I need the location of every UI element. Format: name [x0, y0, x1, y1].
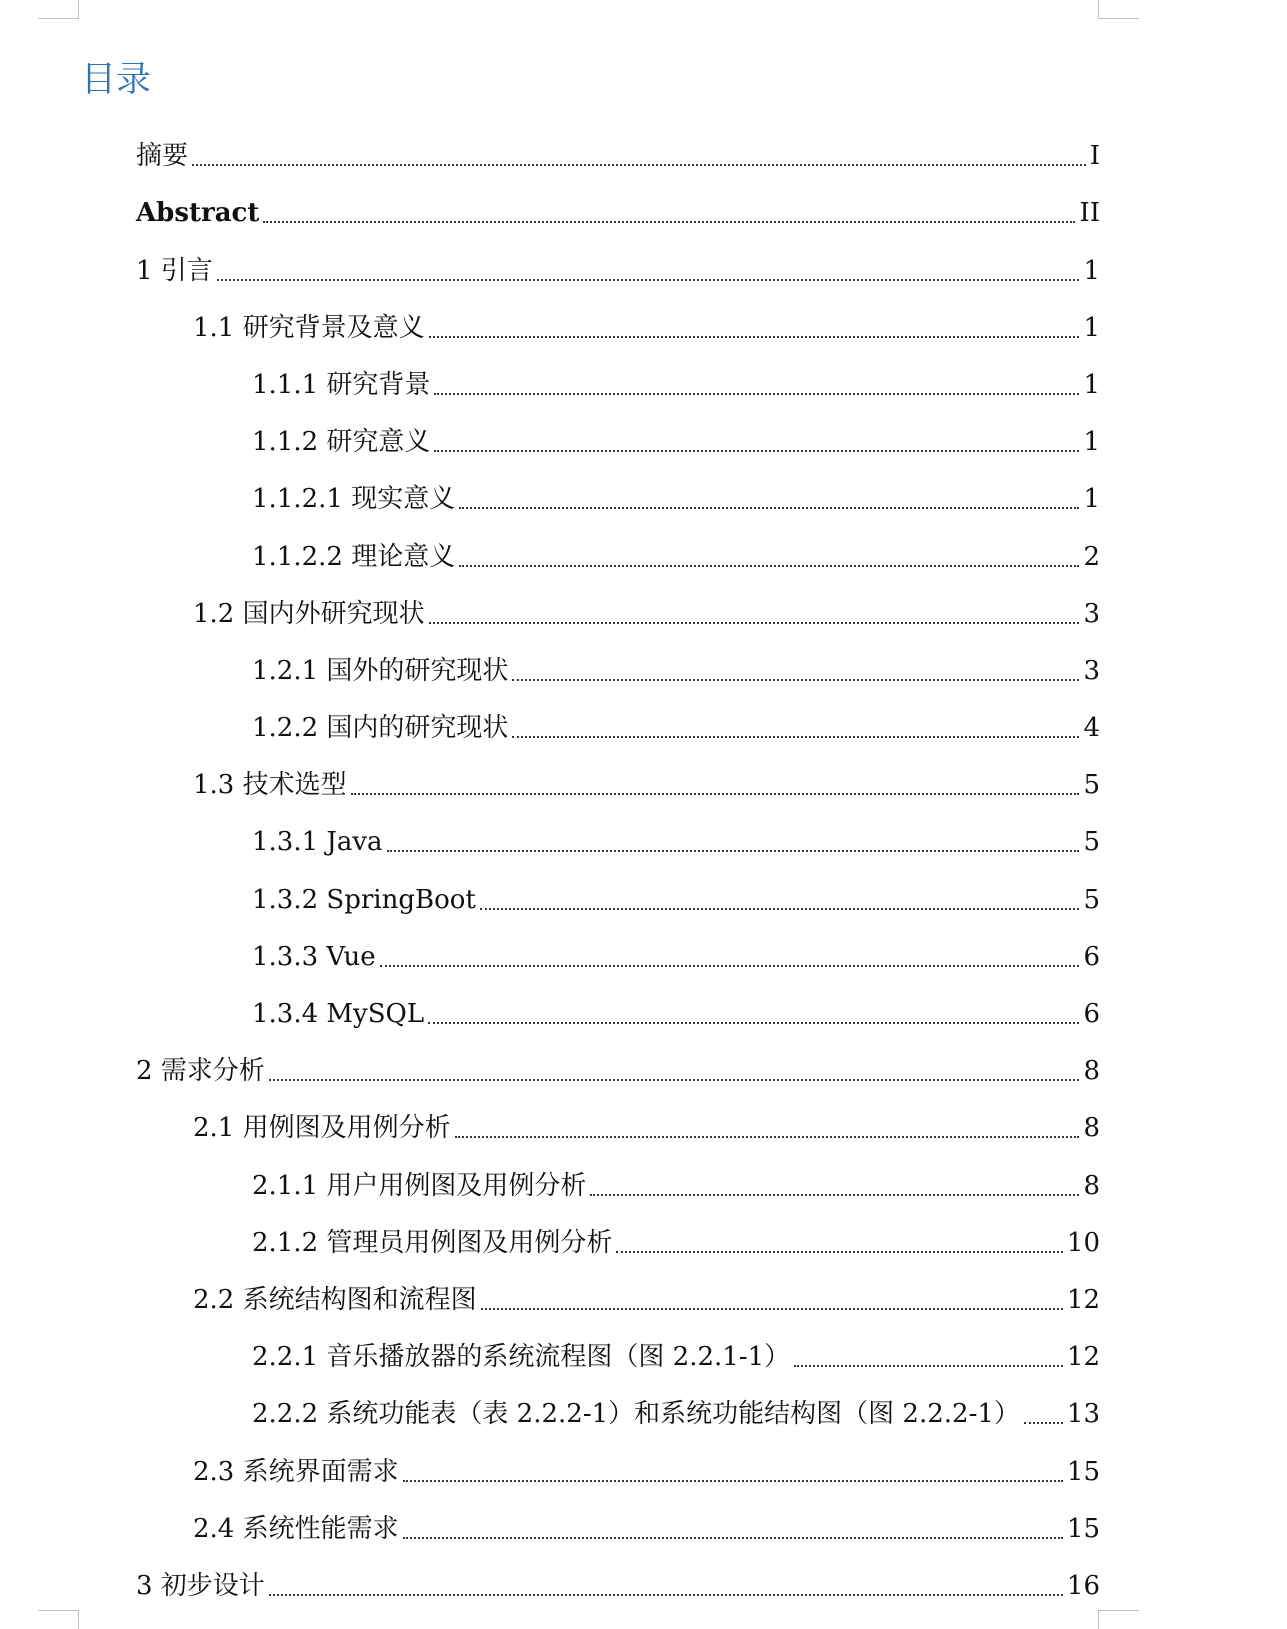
- toc-dot-leader: [459, 565, 1079, 567]
- toc-page-number: 1: [1083, 369, 1100, 400]
- toc-entry[interactable]: [0, 353, 1100, 410]
- toc-dot-leader: [459, 507, 1079, 509]
- toc-page-number: 8: [1083, 1113, 1100, 1144]
- toc-entry-label: 1.3.3 Vue: [252, 941, 376, 972]
- toc-page-number: 1: [1083, 312, 1100, 343]
- toc-dot-leader: [481, 1308, 1063, 1310]
- toc-page-number: 15: [1066, 1456, 1100, 1487]
- toc-dot-leader: [403, 1537, 1063, 1539]
- toc-dot-leader: [429, 336, 1080, 338]
- toc-dot-leader: [794, 1365, 1063, 1367]
- crop-mark-bottom-right: [1098, 1610, 1139, 1629]
- toc-entry[interactable]: [0, 1439, 1100, 1496]
- toc-dot-leader: [269, 1079, 1080, 1081]
- crop-mark-top-left: [38, 0, 79, 19]
- toc-entry-label: 1.2 国内外研究现状: [193, 598, 425, 629]
- toc-dot-leader: [217, 279, 1080, 281]
- toc-dot-leader: [429, 622, 1080, 624]
- toc-page-number: I: [1089, 141, 1100, 172]
- toc-page-number: II: [1079, 198, 1100, 229]
- crop-mark-top-right: [1098, 0, 1139, 19]
- toc-dot-leader: [380, 965, 1080, 967]
- crop-mark-bottom-left: [38, 1610, 79, 1629]
- toc-entry[interactable]: [0, 982, 1100, 1039]
- toc-entry[interactable]: [0, 1211, 1100, 1268]
- toc-entry-label: 摘要: [136, 141, 189, 172]
- toc-entry-label: 1.1.2 研究意义: [252, 427, 431, 458]
- toc-entry[interactable]: [0, 696, 1100, 753]
- toc-page-number: 1: [1083, 255, 1100, 286]
- toc-dot-leader: [512, 736, 1079, 738]
- toc-entry-label: 1.1.1 研究背景: [252, 369, 431, 400]
- toc-entry-label: 2 需求分析: [136, 1056, 265, 1087]
- toc-entry-label: 1.3.2 SpringBoot: [252, 884, 476, 915]
- toc-entry[interactable]: [0, 296, 1100, 353]
- toc-entry[interactable]: [0, 181, 1100, 238]
- toc-entry-label: 2.4 系统性能需求: [193, 1513, 399, 1544]
- toc-entry-label: 2.1.1 用户用例图及用例分析: [252, 1170, 587, 1201]
- toc-page-number: 3: [1083, 598, 1100, 629]
- toc-page-number: 12: [1066, 1284, 1100, 1315]
- toc-page-number: 4: [1083, 713, 1100, 744]
- toc-entry-label: 1.1.2.2 理论意义: [252, 541, 456, 572]
- toc-entry-label: 2.2.2 系统功能表（表 2.2.2-1）和系统功能结构图（图 2.2.2-1）: [252, 1399, 1020, 1430]
- toc-page-number: 5: [1083, 770, 1100, 801]
- toc-entry-label: 1 引言: [136, 255, 213, 286]
- toc-entry[interactable]: [0, 1382, 1100, 1439]
- toc-dot-leader: [387, 850, 1080, 852]
- toc-dot-leader: [428, 1022, 1079, 1024]
- toc-entry[interactable]: [0, 810, 1100, 867]
- toc-entry[interactable]: [0, 1096, 1100, 1153]
- toc-dot-leader: [403, 1480, 1063, 1482]
- toc-entry-label: 2.2.1 音乐播放器的系统流程图（图 2.2.1-1）: [252, 1342, 791, 1373]
- toc-dot-leader: [512, 679, 1079, 681]
- toc-entry-label: 2.3 系统界面需求: [193, 1456, 399, 1487]
- toc-page-number: 5: [1083, 884, 1100, 915]
- toc-dot-leader: [434, 393, 1079, 395]
- toc-entry-label: 3 初步设计: [136, 1570, 265, 1601]
- toc-dot-leader: [351, 793, 1080, 795]
- toc-page-number: 2: [1083, 541, 1100, 572]
- toc-entry-label: 2.2 系统结构图和流程图: [193, 1284, 477, 1315]
- toc-entry-label: Abstract: [136, 198, 260, 229]
- toc-entry[interactable]: [0, 1554, 1100, 1611]
- toc-page-number: 15: [1066, 1513, 1100, 1544]
- table-of-contents: [0, 124, 1100, 1611]
- toc-page-number: 5: [1083, 827, 1100, 858]
- toc-entry[interactable]: [0, 753, 1100, 810]
- toc-dot-leader: [192, 164, 1086, 166]
- toc-page-number: 16: [1066, 1570, 1100, 1601]
- toc-entry[interactable]: [0, 1325, 1100, 1382]
- toc-page-number: 1: [1083, 427, 1100, 458]
- toc-page-number: 3: [1083, 655, 1100, 686]
- toc-entry-label: 1.1.2.1 现实意义: [252, 484, 456, 515]
- toc-page-number: 6: [1083, 941, 1100, 972]
- toc-dot-leader: [269, 1594, 1063, 1596]
- toc-entry[interactable]: [0, 867, 1100, 924]
- toc-dot-leader: [590, 1194, 1079, 1196]
- toc-dot-leader: [616, 1251, 1062, 1253]
- toc-entry-label: 2.1.2 管理员用例图及用例分析: [252, 1227, 613, 1258]
- toc-dot-leader: [480, 908, 1080, 910]
- toc-entry-label: 1.3.4 MySQL: [252, 999, 425, 1029]
- toc-page-number: 6: [1083, 999, 1100, 1029]
- toc-dot-leader: [1024, 1422, 1063, 1424]
- toc-entry-label: 2.1 用例图及用例分析: [193, 1113, 451, 1144]
- toc-entry-label: 1.1 研究背景及意义: [193, 312, 425, 343]
- toc-entry-label: 1.2.2 国内的研究现状: [252, 713, 509, 744]
- toc-page-number: 12: [1066, 1342, 1100, 1373]
- toc-entry[interactable]: [0, 467, 1100, 524]
- toc-entry[interactable]: [0, 925, 1100, 982]
- toc-entry[interactable]: [0, 1268, 1100, 1325]
- toc-entry[interactable]: [0, 124, 1100, 181]
- toc-entry-label: 1.3.1 Java: [252, 827, 383, 858]
- toc-entry[interactable]: [0, 1039, 1100, 1096]
- toc-dot-leader: [455, 1136, 1080, 1138]
- toc-entry[interactable]: [0, 1497, 1100, 1554]
- toc-dot-leader: [263, 221, 1075, 223]
- toc-entry-label: 1.2.1 国外的研究现状: [252, 655, 509, 686]
- toc-entry-label: 1.3 技术选型: [193, 770, 347, 801]
- toc-entry[interactable]: [0, 524, 1100, 581]
- toc-page-number: 1: [1083, 484, 1100, 515]
- toc-page-number: 8: [1083, 1056, 1100, 1087]
- toc-entry[interactable]: [0, 1153, 1100, 1210]
- toc-heading: 目录: [81, 60, 152, 100]
- toc-entry[interactable]: [0, 639, 1100, 696]
- toc-dot-leader: [434, 450, 1079, 452]
- toc-page-number: 13: [1066, 1399, 1100, 1430]
- toc-entry[interactable]: [0, 410, 1100, 467]
- toc-page-number: 10: [1066, 1227, 1100, 1258]
- toc-entry[interactable]: [0, 582, 1100, 639]
- toc-page-number: 8: [1083, 1170, 1100, 1201]
- toc-entry[interactable]: [0, 238, 1100, 295]
